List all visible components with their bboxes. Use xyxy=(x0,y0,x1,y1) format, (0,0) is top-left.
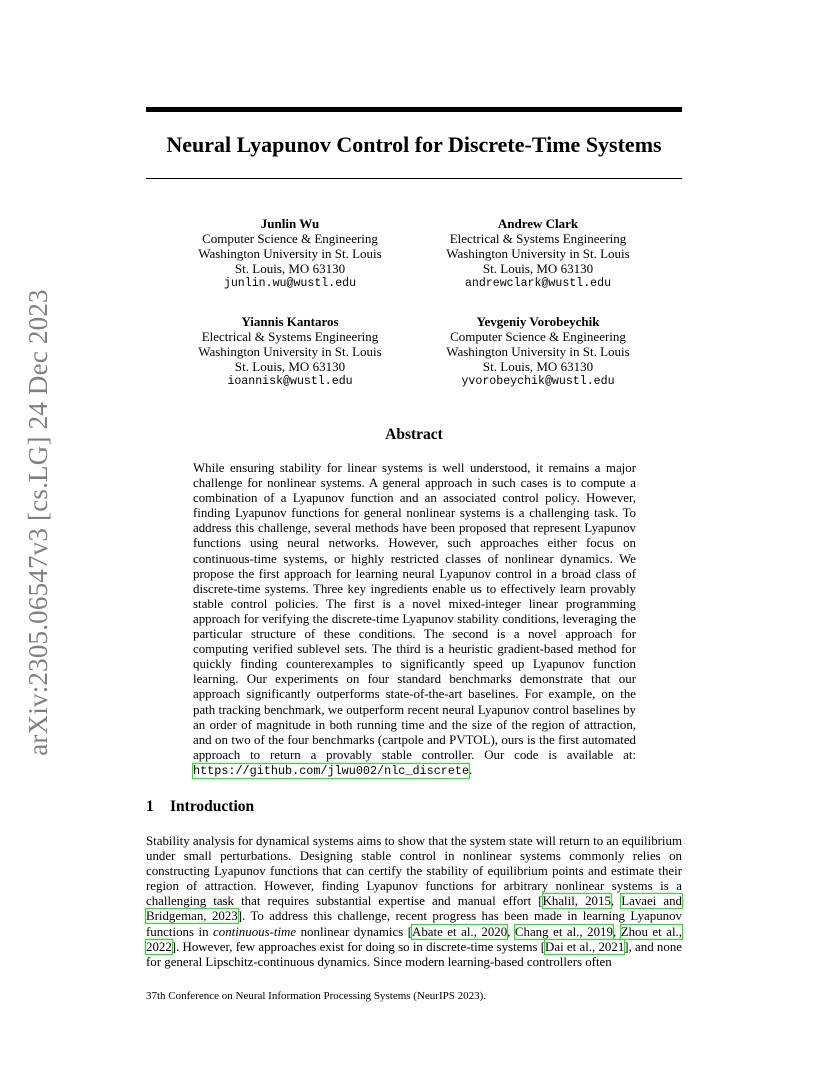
paper-title: Neural Lyapunov Control for Discrete-Time Systems xyxy=(166,132,662,157)
title-top-rule xyxy=(146,107,682,112)
author-department: Computer Science & Engineering xyxy=(450,329,626,344)
section-heading-introduction xyxy=(146,798,254,816)
citation-link[interactable]: Chang et al., 2019 xyxy=(514,924,613,939)
author-email[interactable]: ioannisk@wustl.edu xyxy=(227,375,353,388)
author-email[interactable]: junlin.wu@wustl.edu xyxy=(223,277,357,290)
section-title: Introduction xyxy=(170,798,255,815)
citation-link[interactable]: Lavaei and Bridgeman, 2023 xyxy=(146,894,682,924)
author-university: Washington University in St. Louis xyxy=(198,344,382,359)
intro-text: , xyxy=(610,894,622,909)
author-name: Yiannis Kantaros xyxy=(241,314,339,329)
author-email[interactable]: andrewclark@wustl.edu xyxy=(464,277,612,290)
author-department: Electrical & Systems Engineering xyxy=(201,329,379,344)
citation-link[interactable]: Khalil, 2015 xyxy=(542,894,611,909)
author-block xyxy=(165,314,415,389)
author-block xyxy=(413,216,663,291)
section-number: 1 xyxy=(146,798,154,815)
intro-text: , xyxy=(507,924,515,939)
intro-text: nonlinear dynamics [ xyxy=(296,924,413,939)
author-block xyxy=(413,314,663,389)
abstract-heading: Abstract xyxy=(385,426,443,443)
intro-text: ]. To address this challenge, recent progress has been made in learning Lyapunov functions in xyxy=(146,909,682,939)
arxiv-stamp-text: arXiv:2305.06547v3 [cs.LG] 24 Dec 2023 xyxy=(22,289,53,756)
author-university: Washington University in St. Louis xyxy=(446,246,630,261)
author-university: Washington University in St. Louis xyxy=(446,344,630,359)
author-name: Andrew Clark xyxy=(497,216,579,231)
abstract-body xyxy=(193,461,636,779)
citation-link[interactable]: Dai et al., 2021 xyxy=(545,939,625,954)
abstract-end: . xyxy=(469,762,473,777)
author-address: St. Louis, MO 63130 xyxy=(482,261,594,276)
author-block xyxy=(165,216,415,291)
title-bottom-rule xyxy=(146,178,682,179)
intro-text: , xyxy=(612,924,621,939)
author-department: Computer Science & Engineering xyxy=(202,231,378,246)
author-university: Washington University in St. Louis xyxy=(198,246,382,261)
intro-emphasis: continuous-time xyxy=(213,924,297,939)
citation-link[interactable]: Zhou et al., 2022 xyxy=(146,924,682,954)
intro-text: ]. However, few approaches exist for doing so in discrete-time systems [ xyxy=(171,939,546,954)
author-address: St. Louis, MO 63130 xyxy=(482,359,594,374)
introduction-paragraph xyxy=(146,834,682,970)
author-name: Junlin Wu xyxy=(260,216,320,231)
citation-link[interactable]: Abate et al., 2020 xyxy=(412,924,508,939)
author-email[interactable]: yvorobeychik@wustl.edu xyxy=(461,375,615,388)
code-repository-link[interactable]: https://github.com/jlwu002/nlc_discrete xyxy=(193,763,470,778)
arxiv-identifier-stamp xyxy=(23,285,53,760)
conference-footnote: 37th Conference on Neural Information Processing Systems (NeurIPS 2023). xyxy=(146,990,487,1002)
author-name: Yevgeniy Vorobeychik xyxy=(476,314,600,329)
intro-text: ], and none for general Lipschitz-continuous dynamics. Since modern learning-based controllers often xyxy=(146,939,682,969)
abstract-text: While ensuring stability for linear systems is well understood, it remains a major challenge for nonlinear systems. A general approach in such cases is to compute a combination of a Lyapunov function and an associated control policy. However, finding Lyapunov functions for general nonlinear systems is a challenging task. To address this challenge, several methods have been proposed that represent Lyapunov functions using neural networks. However, such approaches either focus on continuous-time systems, or highly restricted classes of nonlinear dynamics. We propose the first approach for learning neural Lyapunov control in a broad class of discrete-time systems. Three key ingredients enable us to effectively learn provably stable control policies. The first is a novel mixed-integer linear programming approach for verifying the discrete-time Lyapunov stability conditions, leveraging the particular structure of these conditions. The second is a novel approach for computing verified sublevel sets. The third is a heuristic gradient-based method for quickly finding counterexamples to significantly speed up Lyapunov function learning. Our experiments on four standard benchmarks demonstrate that our approach significantly outperforms state-of-the-art baselines. For example, on the path tracking benchmark, we outperform recent neural Lyapunov control baselines by an order of magnitude in both running time and the size of the region of attraction, and on two of the four benchmarks (cartpole and PVTOL), ours is the first automated approach to return a provably stable controller. Our code is available at: xyxy=(193,461,636,762)
author-department: Electrical & Systems Engineering xyxy=(449,231,627,246)
author-address: St. Louis, MO 63130 xyxy=(234,359,346,374)
author-address: St. Louis, MO 63130 xyxy=(234,261,346,276)
intro-text: Stability analysis for dynamical systems aims to show that the system state will return to an equilibrium under small perturbations. Designing stable control in nonlinear systems commonly relies on constructing Lyapunov functions that can certify the stability of equilibrium points and estimate their region of attraction. However, finding Lyapunov functions for arbitrary nonlinear systems is a challenging task that requires substantial expertise and manual effort [ xyxy=(146,834,682,909)
